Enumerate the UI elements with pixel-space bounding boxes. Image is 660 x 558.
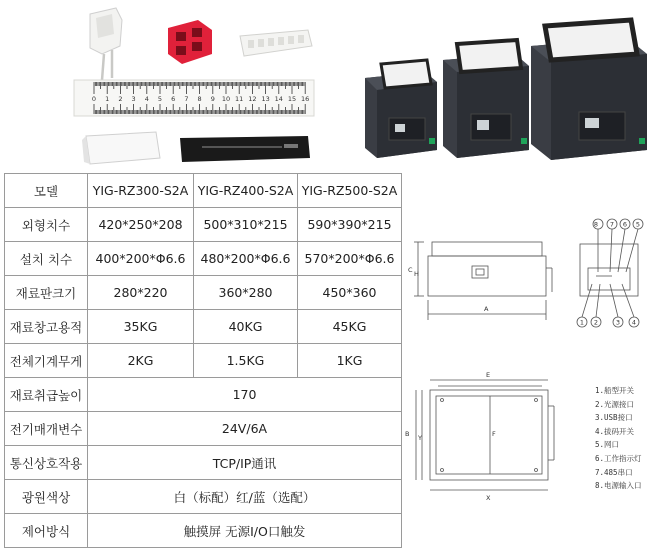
- black-module-image: [180, 136, 310, 162]
- model-header: YIG-RZ400-S2A: [194, 174, 298, 208]
- table-cell: 1.5KG: [194, 344, 298, 378]
- ruler-number: 10: [221, 95, 231, 103]
- legend-item: 8.电源输入口: [595, 481, 642, 491]
- ruler-number: 9: [210, 95, 215, 103]
- front-view-drawing: [414, 242, 552, 320]
- ruler-number: 2: [118, 95, 123, 103]
- table-row: [5, 378, 402, 412]
- medium-feeder-box-image: [443, 40, 529, 158]
- callout-number: 8: [593, 220, 599, 229]
- port-legend: [595, 384, 659, 493]
- ruler-number: 11: [235, 95, 244, 103]
- table-cell: 1KG: [298, 344, 402, 378]
- table-row: [5, 446, 402, 480]
- callout-number: 4: [631, 318, 637, 327]
- large-feeder-box-image: [531, 20, 647, 160]
- table-cell: 2KG: [88, 344, 194, 378]
- ruler-number: 5: [157, 95, 163, 103]
- feeder-boxes-photo: [355, 0, 660, 170]
- table-row: [5, 344, 402, 378]
- legend-item: 2.光源接口: [595, 399, 635, 409]
- row-label: 설치 치수: [5, 242, 88, 276]
- connector-photos: [72, 0, 320, 170]
- row-label: 제어방식: [5, 514, 88, 548]
- legend-item: 5.网口: [595, 440, 620, 450]
- red-connector-image: [168, 20, 212, 64]
- dim-label-b: B: [405, 430, 410, 438]
- table-cell: 45KG: [298, 310, 402, 344]
- ruler-number: 14: [274, 95, 283, 103]
- merged-cell: 24V/6A: [88, 412, 402, 446]
- table-cell: 590*390*215: [298, 208, 402, 242]
- ruler-number: 4: [144, 95, 149, 103]
- legend-item: 4.拔码开关: [595, 426, 635, 436]
- white-usb-dongle-image: [82, 132, 160, 164]
- callout-number: 3: [615, 318, 621, 327]
- measuring-ruler: [74, 80, 314, 116]
- dim-label-a: A: [484, 305, 489, 313]
- row-label: 재료취급높이: [5, 378, 88, 412]
- callout-number: 6: [622, 220, 628, 229]
- ruler-number: 13: [261, 95, 270, 103]
- merged-cell: TCP/IP通讯: [88, 446, 402, 480]
- table-cell: 360*280: [194, 276, 298, 310]
- legend-item: 1.船型开关: [595, 386, 635, 395]
- table-row: [5, 242, 402, 276]
- table-cell: 450*360: [298, 276, 402, 310]
- strip-connector-image: [240, 30, 312, 56]
- small-feeder-box-image: [365, 60, 437, 158]
- row-label: 재료창고용적: [5, 310, 88, 344]
- table-cell: 420*250*208: [88, 208, 194, 242]
- table-row: [5, 276, 402, 310]
- dim-label-y: Y: [418, 434, 422, 442]
- callout-number: 2: [593, 318, 599, 327]
- dim-label-f: F: [492, 430, 496, 438]
- model-header: YIG-RZ300-S2A: [88, 174, 194, 208]
- legend-item: 6.工作指示灯: [595, 453, 642, 463]
- callout-number: 1: [579, 318, 585, 327]
- callout-number: 7: [609, 220, 615, 229]
- ruler-number: 15: [287, 95, 297, 103]
- table-cell: 570*200*Φ6.6: [298, 242, 402, 276]
- spec-table: [4, 173, 402, 548]
- dim-label-h: H: [414, 270, 419, 278]
- table-cell: 280*220: [88, 276, 194, 310]
- row-label: 모델: [5, 174, 88, 208]
- table-row: [5, 310, 402, 344]
- ruler-number: 12: [248, 95, 257, 103]
- legend-item: 3.USB接口: [595, 413, 633, 423]
- dim-label-e: E: [486, 371, 491, 379]
- ruler-number: 7: [184, 95, 189, 103]
- table-row: [5, 480, 402, 514]
- table-cell: 40KG: [194, 310, 298, 344]
- table-row: [5, 412, 402, 446]
- ruler-number: 8: [197, 95, 202, 103]
- ruler-number: 3: [131, 95, 136, 103]
- dim-label-c: C: [408, 266, 413, 274]
- table-cell: 500*310*215: [194, 208, 298, 242]
- row-label: 재료판크기: [5, 276, 88, 310]
- ruler-number: 0: [91, 95, 97, 103]
- top-view-drawing: [416, 380, 554, 490]
- table-header-row: [5, 174, 402, 208]
- table-cell: 400*200*Φ6.6: [88, 242, 194, 276]
- table-cell: 480*200*Φ6.6: [194, 242, 298, 276]
- row-label: 전기매개변수: [5, 412, 88, 446]
- row-label: 통신상호작용: [5, 446, 88, 480]
- ruler-number: 16: [301, 95, 310, 103]
- row-label: 광원색상: [5, 480, 88, 514]
- table-row: [5, 514, 402, 548]
- ruler-number: 6: [171, 95, 176, 103]
- merged-cell: 白（标配）红/蓝（选配）: [88, 480, 402, 514]
- side-view-drawing: [577, 219, 643, 327]
- table-cell: 35KG: [88, 310, 194, 344]
- ruler-number: 1: [105, 95, 110, 103]
- legend-item: 7.485串口: [595, 467, 633, 477]
- white-connector-image: [90, 8, 122, 80]
- callout-number: 5: [635, 220, 641, 229]
- merged-cell: 170: [88, 378, 402, 412]
- row-label: 외형치수: [5, 208, 88, 242]
- merged-cell: 触摸屏 无源I/O口触发: [88, 514, 402, 548]
- row-label: 전체기계무게: [5, 344, 88, 378]
- table-row: [5, 208, 402, 242]
- model-header: YIG-RZ500-S2A: [298, 174, 402, 208]
- dim-label-x: X: [486, 494, 491, 502]
